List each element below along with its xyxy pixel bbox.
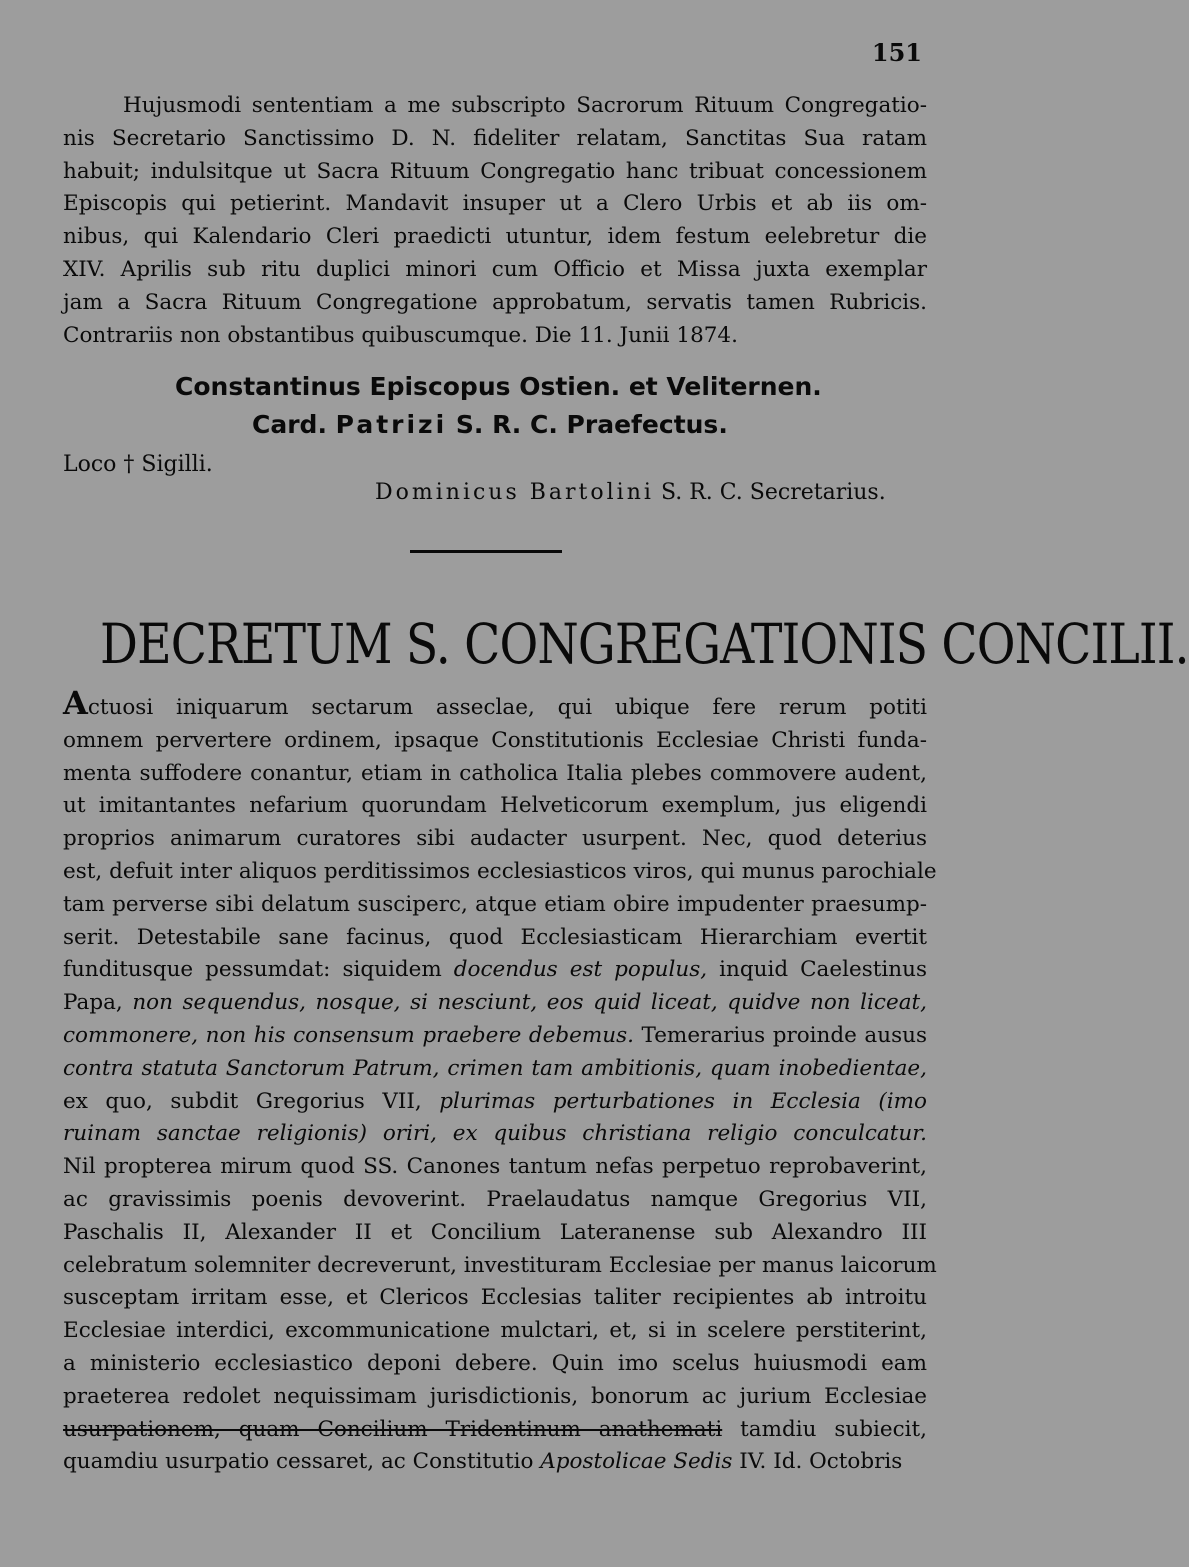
quotation-italic: commonere, non his consensum praebere debemus.: [63, 1022, 634, 1048]
text-line: Ecclesiae interdici, excommunicatione mulctari, et, si in scelere perstiterint,: [63, 1318, 927, 1344]
text-line: Contrariis non obstantibus quibuscumque. Die 11. Junii 1874.: [63, 322, 738, 348]
signature-card-suffix: S. R. C. Praefectus.: [455, 410, 728, 439]
paragraph-decree-council: [63, 684, 937, 1479]
text-line: ut imitantantes nefarium quorundam Helveticorum exemplum, jus eligendi: [63, 793, 927, 819]
struck-text: usurpationem, quam Concilium Tridentinum anathemati: [63, 1416, 723, 1442]
text-line: ruinam sanctae religionis) oriri, ex quibus christiana religio conculcatur.: [63, 1121, 927, 1147]
quotation-italic: plurimas perturbationes in Ecclesia (imo: [439, 1088, 927, 1114]
text-line: a ministerio ecclesiastico deponi debere. Quin imo scelus huiusmodi eam: [63, 1350, 927, 1376]
text-line: serit. Detestabile sane facinus, quod Ecclesiasticam Hierarchiam evertit: [63, 924, 927, 950]
text-line: Papa, non sequendus, nosque, si nesciunt, eos quid liceat, quidve non liceat,: [63, 990, 927, 1016]
quotation-italic: non sequendus, nosque, si nesciunt, eos quid liceat, quidve non liceat,: [132, 990, 927, 1016]
text-line: Nil propterea mirum quod SS. Canones tantum nefas perpetuo reprobaverint,: [63, 1154, 927, 1180]
signature-cardinal: [252, 410, 728, 439]
text-line: Hujusmodi sententiam a me subscripto Sacrorum Rituum Congregatio-: [123, 93, 927, 118]
text-line: celebratum solemniter decreverunt, investituram Ecclesiae per manus laicorum: [63, 1252, 937, 1278]
decree-title: DECRETUM S. CONGREGATIONIS CONCILII.: [100, 612, 1189, 676]
text-line: susceptam irritam esse, et Clericos Ecclesias taliter recipientes ab introitu: [63, 1285, 927, 1311]
text-line: nis Secretario Sanctissimo D. N. fideliter relatam, Sanctitas Sua ratam: [63, 125, 927, 151]
section-divider: [410, 550, 562, 553]
signature-bishop: Constantinus Episcopus Ostien. et Veliternen.: [175, 372, 822, 401]
text-line: tam perverse sibi delatum susciperc, atque etiam obire impudenter praesump-: [63, 891, 927, 917]
text-line: praeterea redolet nequissimam jurisdictionis, bonorum ac jurium Ecclesiae: [63, 1383, 927, 1409]
page-number: 151: [871, 38, 922, 67]
text-line: est, defuit inter aliquos perditissimos ecclesiasticos viros, qui munus parochiale: [63, 858, 937, 884]
text-line: funditusque pessumdat: siquidem docendus est populus, inquid Caelestinus: [63, 957, 927, 983]
text-line: menta suffodere conantur, etiam in catholica Italia plebes commovere audent,: [63, 760, 927, 786]
signature-secretary: [375, 480, 886, 505]
text-line: Actuosi iniquarum sectarum asseclae, qui ubique fere rerum potiti: [63, 684, 927, 722]
text-line: proprios animarum curatores sibi audacter usurpent. Nec, quod deterius: [63, 826, 927, 852]
text-line: usurpationem, quam Concilium Tridentinum anathemati tamdiu subiecit,: [63, 1416, 927, 1442]
text-line: omnem pervertere ordinem, ipsaque Constitutionis Ecclesiae Christi funda-: [63, 727, 927, 753]
text-line: Paschalis II, Alexander II et Concilium Lateranense sub Alexandro III: [63, 1219, 927, 1245]
text-line: commonere, non his consensum praebere debemus. Temerarius proinde ausus: [63, 1022, 927, 1048]
secretary-title: S. R. C. Secretarius.: [660, 480, 886, 505]
loco-sigilli: Loco † Sigilli.: [63, 452, 213, 477]
signature-card-name: Patrizi: [335, 410, 448, 439]
paragraph-decree-rites: [63, 90, 927, 352]
text-line: ex quo, subdit Gregorius VII, plurimas perturbationes in Ecclesia (imo: [63, 1088, 927, 1114]
text-line: contra statuta Sanctorum Patrum, crimen tam ambitionis, quam inobedientae,: [63, 1055, 927, 1081]
text-line: jam a Sacra Rituum Congregatione approbatum, servatis tamen Rubricis.: [63, 289, 927, 315]
secretary-name: Dominicus Bartolini: [375, 480, 654, 505]
text-line: quamdiu usurpatio cessaret, ac Constitutio Apostolicae Sedis IV. Id. Octobris: [63, 1449, 903, 1475]
quotation-italic: Apostolicae Sedis: [540, 1449, 733, 1475]
text-line: Episcopis qui petierint. Mandavit insuper ut a Clero Urbis et ab iis om-: [63, 191, 927, 217]
text-line: XIV. Aprilis sub ritu duplici minori cum Officio et Missa juxta exemplar: [63, 256, 927, 282]
text-line: nibus, qui Kalendario Cleri praedicti utuntur, idem festum eelebretur die: [63, 224, 927, 250]
text-line: ac gravissimis poenis devoverint. Praelaudatus namque Gregorius VII,: [63, 1186, 927, 1212]
drop-cap: A: [63, 684, 88, 722]
signature-card-prefix: Card.: [252, 410, 327, 439]
quotation-italic: docendus est populus,: [453, 957, 708, 983]
text-line: habuit; indulsitque ut Sacra Rituum Congregatio hanc tribuat concessionem: [63, 158, 927, 184]
